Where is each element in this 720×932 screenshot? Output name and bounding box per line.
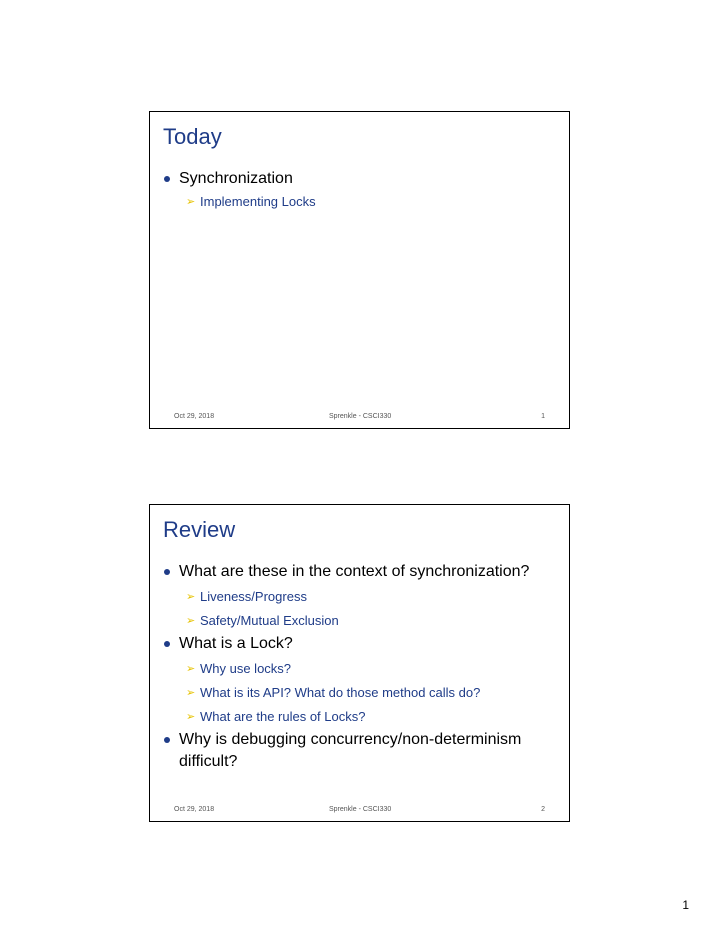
slide-1	[149, 111, 570, 429]
sub-bullet-text: Liveness/Progress	[200, 589, 307, 604]
bullet-list	[163, 168, 559, 214]
bullet-item	[163, 561, 559, 583]
arrow-bullet-icon: ➢	[186, 196, 196, 208]
footer-slide-number: 2	[541, 806, 545, 813]
bullet-dot-icon	[164, 737, 170, 743]
sub-bullet-item	[163, 657, 559, 681]
bullet-text: What are these in the context of synchronization?	[179, 563, 530, 580]
footer-author: Sprenkle - CSCI330	[329, 806, 392, 813]
bullet-text: Why is debugging concurrency/non-determinism difficult?	[179, 731, 522, 770]
arrow-bullet-icon: ➢	[186, 687, 196, 699]
slide-2	[149, 504, 570, 822]
sub-bullet-item	[163, 681, 559, 705]
footer-author: Sprenkle - CSCI330	[329, 413, 392, 420]
bullet-text: What is a Lock?	[179, 635, 293, 652]
slide-title: Review	[163, 517, 236, 542]
footer-date: Oct 29, 2018	[174, 806, 215, 813]
bullet-dot-icon	[164, 176, 170, 182]
slide-title: Today	[163, 124, 222, 149]
sub-bullet-item	[163, 585, 559, 609]
bullet-dot-icon	[164, 569, 170, 575]
sub-bullet-text: Implementing Locks	[200, 194, 316, 209]
sub-bullet-text: What are the rules of Locks?	[200, 709, 366, 724]
sub-bullet-item	[163, 190, 559, 214]
bullet-dot-icon	[164, 641, 170, 647]
arrow-bullet-icon: ➢	[186, 711, 196, 723]
footer-date: Oct 29, 2018	[174, 413, 215, 420]
footer-slide-number: 1	[541, 413, 545, 420]
arrow-bullet-icon: ➢	[186, 615, 196, 627]
page-number: 1	[682, 898, 689, 912]
bullet-list	[163, 561, 559, 773]
bullet-item	[163, 729, 559, 773]
sub-bullet-text: Why use locks?	[200, 661, 292, 676]
bullet-text: Synchronization	[179, 170, 293, 187]
arrow-bullet-icon: ➢	[186, 663, 196, 675]
arrow-bullet-icon: ➢	[186, 591, 196, 603]
bullet-item	[163, 168, 559, 190]
bullet-item	[163, 633, 559, 655]
sub-bullet-text: Safety/Mutual Exclusion	[200, 613, 339, 628]
sub-bullet-item	[163, 609, 559, 633]
sub-bullet-item	[163, 705, 559, 729]
sub-bullet-text: What is its API? What do those method calls do?	[200, 685, 481, 700]
